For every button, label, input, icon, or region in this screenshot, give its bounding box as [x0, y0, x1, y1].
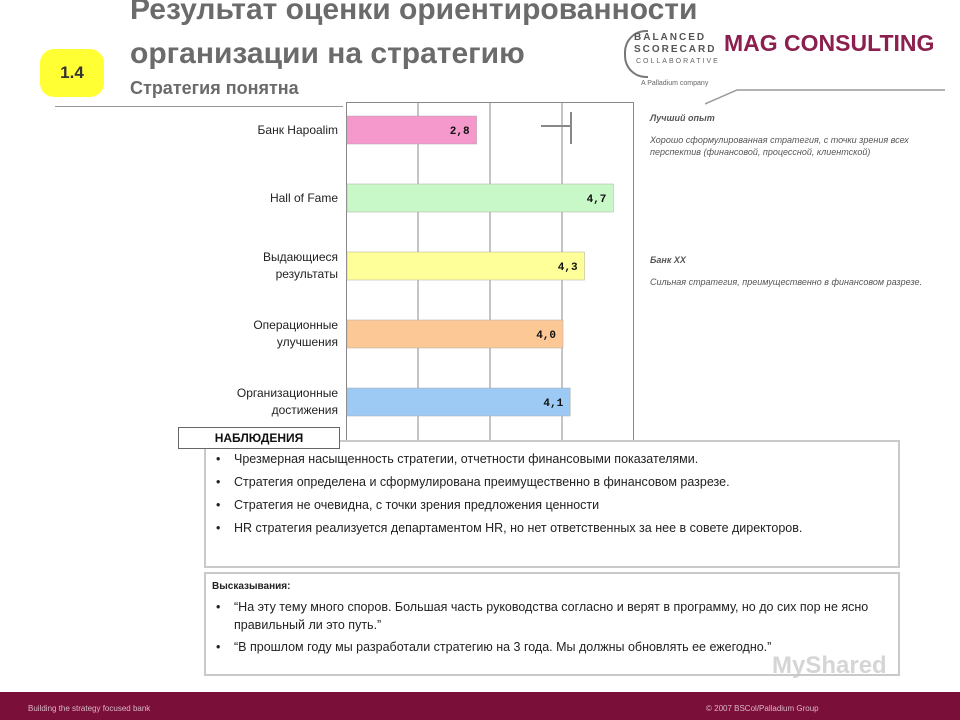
bar	[347, 320, 563, 348]
note-best-head: Лучший опыт	[650, 113, 715, 123]
bar-value-label: 4,7	[586, 194, 607, 206]
footer-bar	[0, 692, 960, 720]
observation-item: • Стратегия определена и сформулирована преимущественно в финансовом разрезе.	[234, 473, 892, 491]
category-label: Hall of Fame	[269, 190, 338, 205]
bar-value-label: 4,3	[557, 262, 578, 274]
observation-item: • Стратегия не очевидна, с точки зрения предложения ценности	[234, 496, 892, 514]
note-best	[650, 112, 925, 158]
observation-item: • Чрезмерная насыщенность стратегии, отчетности финансовыми показателями.	[234, 450, 892, 468]
quote-item: • “В прошлом году мы разработали стратегию на 3 года. Мы должны обновлять ее ежегодно.”	[234, 638, 892, 656]
palladium-text: A Palladium company	[641, 80, 709, 87]
observations-box	[204, 440, 900, 568]
note-bank-text: Сильная стратегия, преимущественно в финансовом разрезе.	[650, 277, 923, 287]
watermark: MyShared	[772, 652, 887, 679]
header-divider	[55, 106, 343, 107]
bar-value-label: 2,8	[449, 126, 470, 138]
note-best-text: Хорошо сформулированная стратегия, с точки зрения всех перспектив (финансовой, процессной, клиентской)	[650, 135, 909, 157]
section-badge: 1.4	[40, 49, 104, 97]
bsc-collab: COLLABORATIVE	[636, 58, 720, 65]
bsc-logo-text	[634, 32, 716, 56]
bar	[347, 388, 570, 416]
note-bank-head: Банк ХХ	[650, 255, 686, 265]
category-label: Выдающиеся результаты	[262, 250, 338, 281]
bar-value-label: 4,0	[536, 330, 556, 342]
footer-left: Building the strategy focused bank	[28, 704, 151, 713]
mag-logo: MAG CONSULTING	[724, 30, 935, 56]
observation-item: • HR стратегия реализуется департаментом HR, но нет ответственных за нее в совете директоров.	[234, 519, 892, 537]
bsc-line1: BALANCED	[634, 32, 707, 43]
category-label: Банк Hapoalim	[257, 122, 338, 137]
observations-tab: НАБЛЮДЕНИЯ	[178, 427, 340, 449]
bar	[347, 252, 585, 280]
page-subtitle: Стратегия понятна	[130, 78, 299, 98]
footer-right: © 2007 BSCol/Palladium Group	[706, 704, 819, 713]
quotes-head: Высказывания:	[212, 581, 291, 592]
quote-item: • “На эту тему много споров. Большая часть руководства согласно и верят в программу, но до сих пор не ясно правильный ли это путь.”	[234, 598, 892, 634]
category-label: Операционные улучшения	[253, 318, 338, 349]
bsc-line2: SCORECARD	[634, 44, 717, 55]
page-title-line2: организации на стратегию	[130, 37, 525, 70]
bar-chart	[346, 102, 634, 442]
page-title-line1: Результат оценки ориентированности	[130, 0, 698, 26]
deco-line	[705, 82, 945, 112]
bar-value-label: 4,1	[543, 398, 564, 410]
category-label: Организационные достижения	[236, 386, 338, 417]
bar	[347, 184, 613, 212]
note-bank	[650, 254, 925, 288]
